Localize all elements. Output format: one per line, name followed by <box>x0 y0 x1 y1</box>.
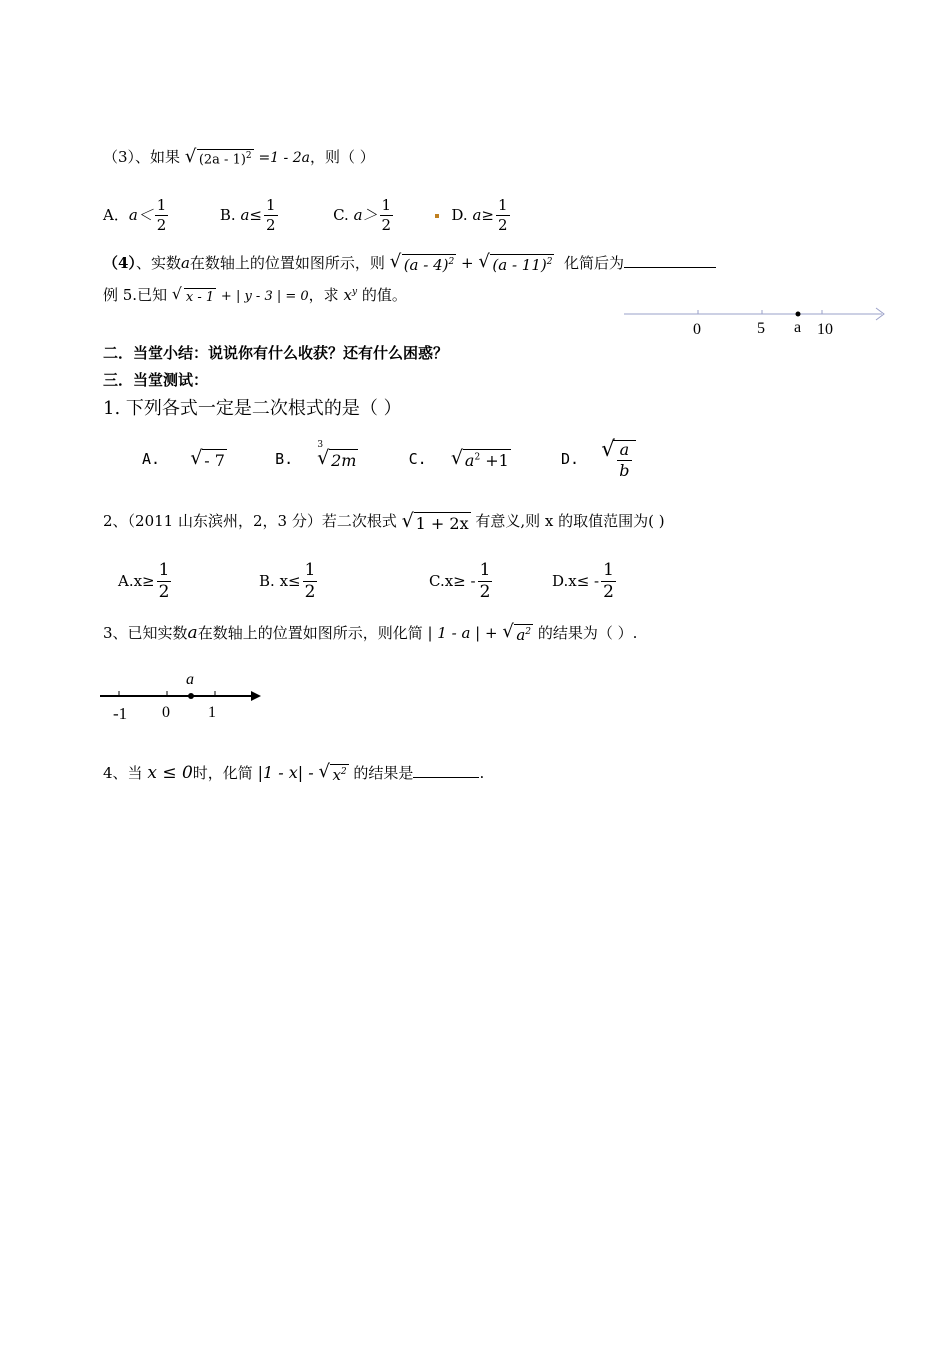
point-label-a: a <box>186 671 194 688</box>
q3-rhs: =1 - 2a <box>258 150 310 166</box>
example-5-line: 例 5.已知 √ x - 1 + | y - 3 | = 0，求 $x^y$ 的值。 <box>103 284 407 305</box>
t1-option-d: D. √ $\frac{a}{b}$ <box>561 449 636 468</box>
ex5-radical: √ x - 1 <box>172 288 216 305</box>
t2-option-d: D.x≤ - $\frac{1}{2}$ <box>551 560 614 602</box>
q3-option-c: C. a＞ $\frac{1}{2}$ <box>333 196 392 234</box>
test-1-options <box>142 440 636 479</box>
t1-option-a: A. √ - 7 <box>142 449 232 468</box>
t2-option-a: A.x≥ $\frac{1}{2}$ <box>118 560 170 602</box>
axis-arrow <box>251 691 261 701</box>
section-2-heading: 二．当堂小结：说说你有什么收获？还有什么困惑？ <box>103 344 449 362</box>
q3-option-d: D. a≥ $\frac{1}{2}$ <box>451 196 508 234</box>
test-2-question: 2、（2011 山东滨州，2，3 分）若二次根式 √ 1 + 2x 有意义,则 x 的取值范围为( ) <box>103 510 665 533</box>
q4-radical-2: √ (a - 11)$^2$ <box>478 254 554 274</box>
t2-option-c: C.x≥ - $\frac{1}{2}$ <box>429 560 491 602</box>
q3-suffix: ，则（ ） <box>309 148 375 166</box>
tick-label-0: 0 <box>162 704 170 721</box>
test-2-options <box>118 562 618 601</box>
t2-radical: √ 1 + 2x <box>402 512 471 533</box>
tick-label-1: 1 <box>208 704 216 721</box>
t2-option-b: B. x≤ $\frac{1}{2}$ <box>259 560 316 602</box>
q4-radical-1: √ (a - 4)$^2$ <box>390 254 457 274</box>
tick-label-0: 0 <box>693 321 701 338</box>
t3-radical: √ $a^2$ <box>502 624 533 644</box>
q4-answer-blank[interactable] <box>624 253 716 268</box>
point-a <box>188 693 194 699</box>
t1-option-b: B. $^3$√ 2m <box>275 449 363 468</box>
tick-label-5: 5 <box>757 320 765 337</box>
question-3-line <box>103 146 375 167</box>
point-a <box>796 312 801 317</box>
q3-radical: √ (2a - 1)$^2$ <box>185 149 254 167</box>
question-4-line: （4）、实数a在数轴上的位置如图所示，则 √ (a - 4)$^2$ + √ (a - 11)$^2$ 化简后为 <box>103 252 716 274</box>
q3-options <box>103 198 512 233</box>
q4-prefix: （4） <box>103 254 136 272</box>
point-label-a: a <box>794 319 802 336</box>
q3-option-b: B. a≤ $\frac{1}{2}$ <box>219 196 276 234</box>
t4-answer-blank[interactable] <box>413 763 479 778</box>
test-1-question: 1. 下列各式一定是二次根式的是（ ） <box>103 398 402 419</box>
q3-prefix: （3）、如果 <box>103 148 181 166</box>
section-3-heading: 三．当堂测试： <box>103 371 209 389</box>
number-line-1 <box>620 300 895 345</box>
test-3-question: 3、已知实数a在数轴上的位置如图所示，则化简 | 1 - a | + √ $a^2$ 的结果为（ ）. <box>103 622 637 644</box>
tick-label-10: 10 <box>817 321 833 338</box>
number-line-2 <box>95 665 270 725</box>
tick-label-neg1: -1 <box>113 704 128 723</box>
marker-dot <box>435 214 439 218</box>
t1-option-c: C. √ $a^2 +1$ <box>409 449 516 468</box>
q3-option-a: A．a＜ $\frac{1}{2}$ <box>103 196 167 234</box>
t4-radical: √ $x^2$ <box>318 764 348 784</box>
test-4-question: 4、当 x ≤ 0时，化简 |1 - x| - √ $x^2$ 的结果是 . <box>103 762 484 784</box>
